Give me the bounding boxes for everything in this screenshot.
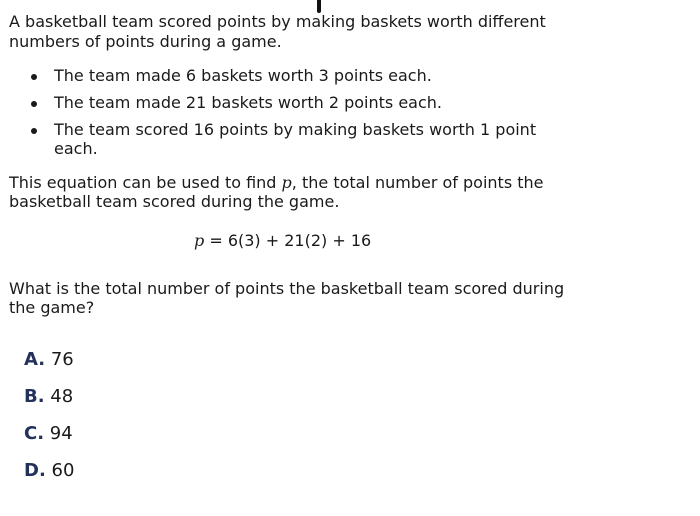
answer-choice-b[interactable]	[24, 385, 74, 422]
choice-value: 94	[44, 423, 73, 444]
facts-list	[0, 66, 600, 166]
bullet-icon	[31, 101, 37, 107]
equation-intro-variable: p	[281, 173, 292, 192]
answer-choices	[24, 348, 74, 496]
problem-intro: A basketball team scored points by making baskets worth different numbers of points during a game.	[9, 12, 546, 51]
choice-letter: C.	[24, 423, 45, 444]
question-text: What is the total number of points the basketball team scored during the game?	[9, 279, 565, 317]
equation-intro-after: , the total number of points the basketball team scored during the game.	[9, 173, 544, 211]
bullet-icon	[31, 74, 37, 80]
equation-expression: 6(3) + 21(2) + 16	[227, 231, 372, 250]
fact-text: The team scored 16 points by making baskets worth 1 point each.	[54, 120, 537, 158]
choice-letter: B.	[24, 386, 45, 407]
bullet-icon	[31, 128, 37, 134]
answer-choice-a[interactable]	[24, 348, 74, 385]
fact-text: The team made 21 baskets worth 2 points each.	[54, 93, 443, 112]
answer-choice-d[interactable]	[24, 459, 74, 496]
equation-variable: p	[194, 231, 205, 250]
equation-equals: =	[204, 231, 228, 250]
equation-intro	[9, 173, 569, 211]
equation-intro-before: This equation can be used to find	[9, 173, 282, 192]
fact-text: The team made 6 baskets worth 3 points each.	[54, 66, 432, 85]
fact-item	[0, 66, 554, 85]
fact-item	[0, 120, 554, 158]
fact-item	[0, 93, 554, 112]
choice-letter: D.	[24, 460, 46, 481]
answer-choice-c[interactable]	[24, 422, 74, 459]
choice-value: 76	[45, 349, 74, 370]
choice-value: 60	[45, 460, 75, 481]
choice-value: 48	[44, 386, 74, 407]
choice-letter: A.	[24, 349, 46, 370]
equation	[194, 231, 371, 251]
